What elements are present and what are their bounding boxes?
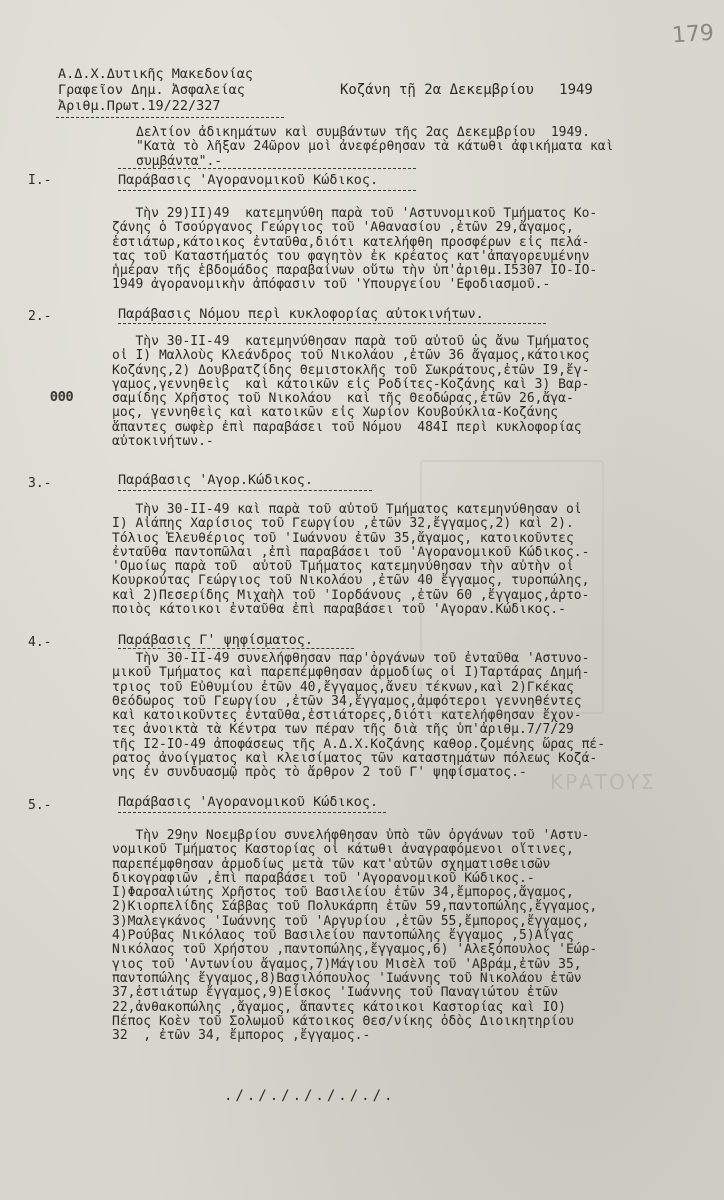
header-divider	[56, 117, 284, 118]
margin-mark: ΘΘΘ	[50, 390, 74, 405]
item-number: 5.-	[28, 798, 52, 813]
item-heading-rule	[118, 812, 386, 813]
header-authority: Α.Δ.Χ.Δυτικῆς Μακεδονίας	[58, 66, 254, 82]
item-number: 3.-	[28, 476, 52, 491]
intro-divider	[118, 168, 416, 169]
item-number: 2.-	[28, 309, 52, 324]
item-heading-rule	[118, 323, 546, 324]
item-heading: Παράβασις Νόμου περὶ κυκλοφορίας αὐτοκινήτων.	[118, 306, 484, 322]
item-number: I.-	[28, 173, 52, 188]
header-protocol-number: Ἀριθμ.Πρωτ.19/22/327	[58, 98, 221, 114]
item-number: 4.-	[28, 635, 52, 650]
item-heading: Παράβασις Γ' ψηφίσματος.	[118, 632, 314, 648]
intro-paragraph: Δελτίον ἀδικημάτων καὶ συμβάντων τῆς 2ας Δεκεμβρίου 1949. "Κατὰ τὸ λῆξαν 24ῶρον μοὶ ἀνεφέρθησαν τὰ κάτωθι ἀφικήματα καὶ συμβάντα".-	[136, 125, 614, 169]
item-heading: Παράβασις 'Αγορανομικοῦ Κώδικος.	[118, 794, 379, 810]
item-body: Τὴν 30-II-49 καὶ παρὰ τοῦ αὐτοῦ Τμήματος κατεμηνύθησαν οἱ I) Αἰάπης Χαρίσιος τοῦ Γεωργίου ,ἐτῶν 32,ἔγγαμος,2) καὶ 2). Τόλιος Ἐλευθέριος τοῦ 'Ιωάννου ἐτῶν 35,ἄγαμος, κατοικοῦντες ἐνταῦθα παντοπῶλαι ,ἐπὶ παραβάσει τοῦ 'Αγορανομικοῦ Κώδικος.- 'Ομοίως παρὰ τοῦ αὐτοῦ Τμήματος κατεμηνύθησαν τὴν αὐτὴν οἱ Κουρκούτας Γεώργιος τοῦ Νικολάου ,ἐτῶν 40 ἔγγαμος, τυροπώλης, καὶ 2)Πεσερίδης Μιχαὴλ τοῦ 'Ιορδάνους ,ἐτῶν 60 ,ἔγγαμος,ἀρτο- ποιὸς κάτοικοι ἐνταῦθα ἐπὶ παραβάσει τοῦ 'Αγοραν.Κώδικος.-	[112, 502, 590, 618]
item-heading-rule	[118, 648, 354, 649]
header-place-date: Κοζάνη τῇ 2α Δεκεμβρίου 1949	[340, 82, 593, 98]
item-heading: Παράβασις 'Αγορανομικοῦ Κώδικος.	[118, 172, 379, 188]
folio-number: 179	[671, 20, 715, 49]
header-office: Γραφεῖον Δημ. Ἀσφαλείας	[58, 82, 245, 98]
item-heading-rule	[118, 190, 416, 191]
item-body: Τὴν 30-II-49 συνελήφθησαν παρ'ὀργάνων τοῦ ἐνταῦθα 'Αστυνο- μικοῦ Τμήματος καὶ παρεπέμφθησαν ἁρμοδίως οἱ I)Ταρτάρας Δημή- τριος τοῦ Εὐθυμίου ἐτῶν 40,ἔγγαμος,ἄνευ τέκνων,καὶ 2)Γκέκας Θεόδωρος τοῦ Γεωργίου ,ἐτῶν 34,ἔγγαμος,ἀμφότεροι γεννηθέντες καὶ κατοικοῦντες ἐνταῦθα,ἑστιάτορες,διότι κατελήφθησαν ἔχον- τες ἀνοικτὰ τὰ Κέντρα των πέραν τῆς διὰ τῆς ὑπ'ἀριθμ.7/7/29 τῆς I2-IO-49 ἀποφάσεως τῆς Α.Δ.Χ.Κοζάνης καθορ.ζομένης ὥρας πέ- ρατος ἀνοίγματος καὶ κλεισίματος τῶν καταστημάτων πόλεως Κοζά- νης ἐν συνδυασμῷ πρὸς τὸ ἄρθρον 2 τοῦ Γ' ψηφίσματος.-	[112, 651, 606, 781]
closing-dashes: ./././././././.	[224, 1088, 396, 1104]
archive-watermark: ΚΡΑΤΟΥΣ	[550, 770, 656, 794]
item-heading: Παράβασις 'Αγορ.Κώδικος.	[118, 472, 314, 488]
item-body: Τὴν 30-II-49 κατεμηνύθησαν παρὰ τοῦ αὐτοῦ ὡς ἄνω Τμήματος οἱ I) Μαλλοὺς Κλεάνδρος τοῦ Νικολάου ,ἐτῶν 36 ἄγαμος,κάτοικος Κοζάνης,2) Δουβρατζίδης Θεμιστοκλῆς τοῦ Σωκράτους,ἐτῶν I9,ἔγ- γαμος,γεννηθεὶς καὶ κάτοικῶν εἰς Ροδίτες-Κοζάνης καὶ 3) Βαρ- σαμίδης Χρῆστος τοῦ Νικολάου καὶ τῆς Θεοδώρας,ἐτῶν 26,ἄγα- μος, γεννηθεὶς καὶ κατοικῶν εἰς Χωρίον Κουβούκλια-Κοζάνης ἅπαντες σωφὲρ ἐπὶ παραβάσει τοῦ Νόμου 484I περὶ κυκλοφορίας αὐτοκινήτων.-	[112, 334, 590, 450]
item-heading-rule	[118, 490, 372, 491]
item-body: Τὴν 29)II)49 κατεμηνύθη παρὰ τοῦ 'Αστυνομικοῦ Τμήματος Κο- ζάνης ὁ Τσούργανος Γεώργιος τοῦ 'Αθανασίου ,ἐτῶν 29,ἄγαμος, ἑστιάτωρ,κάτοικος ἐνταῦθα,διότι κατελήφθη προσφέρων εἰς πελά- τας τοῦ Καταστήματός του φαγητὸν ἐκ κρέατος κατ'ἀπαγορευμένην ἡμέραν τῆς ἑβδομάδος παραβαίνων οὕτω τὴν ὑπ'ἀριθμ.I5307 IO-IO- 1949 ἀγορανομικὴν ἀπόφασιν τοῦ 'Υπουργείου 'Εφοδιασμοῦ.-	[112, 206, 598, 293]
item-body: Τὴν 29ην Νοεμβρίου συνελήφθησαν ὑπὸ τῶν ὀργάνων τοῦ 'Αστυ- νομικοῦ Τμήματος Καστορίας οἱ κάτωθι ἀναγραφόμενοι οἵτινες, παρεπέμφθησαν ἁρμοδίως μετὰ τῶν κατ'αὐτῶν σχηματισθεισῶν δικογραφιῶν ,ἐπὶ παραβάσει τοῦ 'Αγορανομικοῦ Κώδικος.- I)Φαρσαλιώτης Χρῆστος τοῦ Βασιλείου ἐτῶν 34,ἔμπορος,ἄγαμος, 2)Κιορπελίδης Σάββας τοῦ Πολυκάρπη ἐτῶν 59,παντοπώλης,ἔγγαμος, 3)Μαλεγκάνος 'Ιωάννης τοῦ 'Αργυρίου ,ἐτῶν 55,ἔμπορος,ἔγγαμος, 4)Ρούβας Νικόλαος τοῦ Βασιλείου παντοπώλης ἔγγαμος ,5)Αἴγας Νικόλαος τοῦ Χρήστου ,παντοπώλης,ἔγγαμος,6) 'Αλεξόπουλος 'Εώρ- γιος τοῦ 'Αντωνίου ἄγαμος,7)Μάγιου Μισὲλ τοῦ 'Αβράμ,ἐτῶν 35, παντοπώλης ἔγγαμος,8)Βασιλόπουλος 'Ιωάννης τοῦ Νικολάου ἐτῶν 37,ἑστιάτωρ ἔγγαμος,9)Εἶσκος 'Ιωάννης τοῦ Παναγιώτου ἐτῶν 22,ἀνθακοπώλης ,ἄγαμος, ἅπαντες κάτοικοι Καστορίας καὶ IO) Πέπος Κοὲν τοῦ Σολωμοῦ κάτοικος Θεσ/νίκης ὁδὸς Διοικητηρίου 32 , ἐτῶν 34, ἔμπορος ,ἔγγαμος.-	[112, 828, 598, 1044]
faded-stamp	[420, 460, 604, 714]
